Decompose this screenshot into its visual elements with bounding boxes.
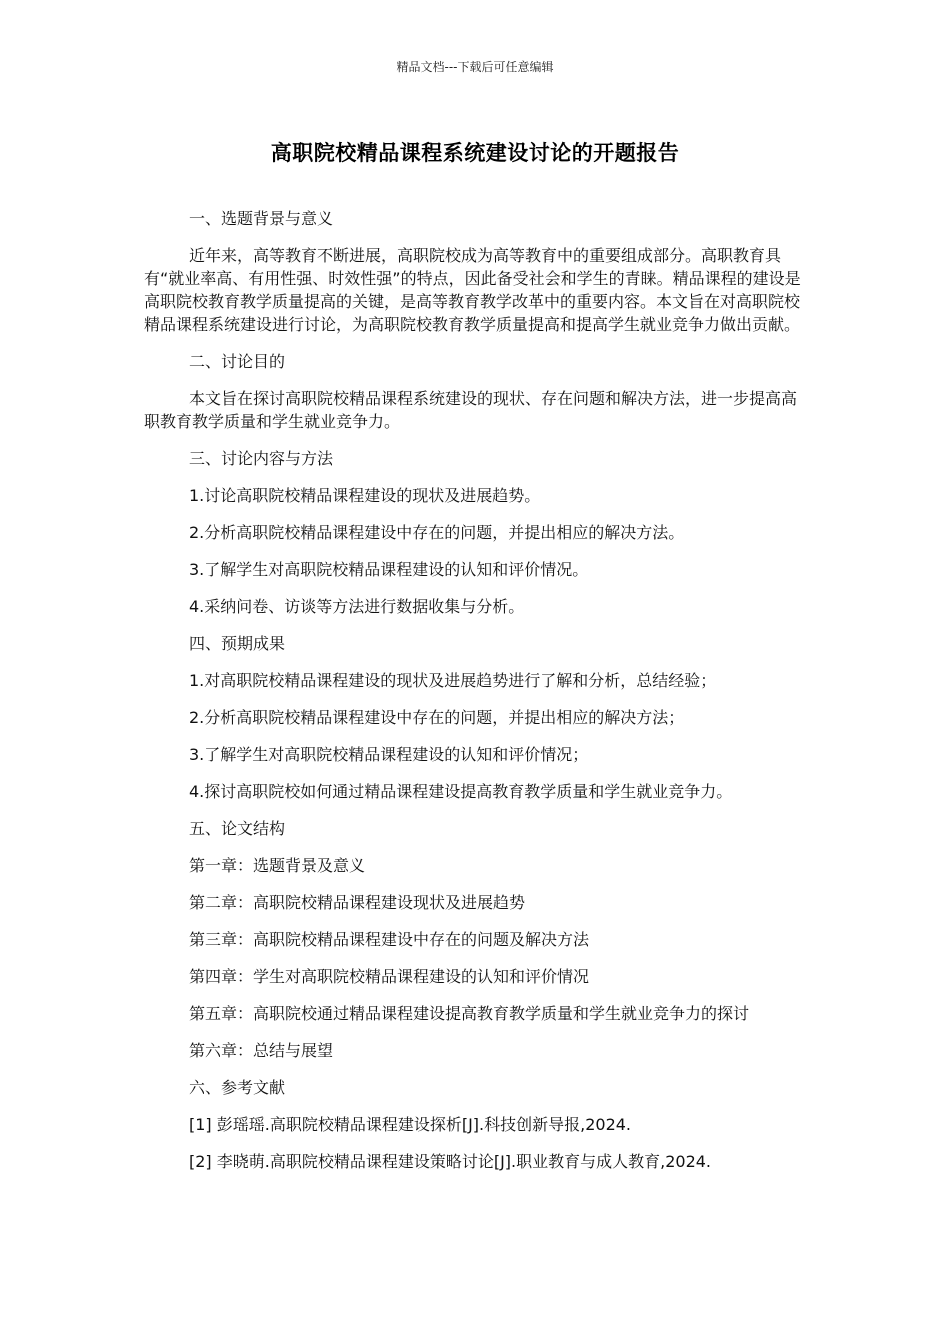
chapter-item: 第五章：高职院校通过精品课程建设提高教育教学质量和学生就业竞争力的探讨: [189, 1004, 750, 1023]
background-paragraph: 近年来，高等教育不断进展，高职院校成为高等教育中的重要组成部分。高职教育具有“就业率高、有用性强、时效性强”的特点，因此备受社会和学生的青睐。精品课程的建设是高职院校教育教学质量提高的关键，是高等教育教学改革中的重要内容。本文旨在对高职院校精品课程系统建设进行讨论，为高职院校教育教学质量提高和提高学生就业竞争力做出贡献。: [144, 246, 801, 334]
document-title: 高职院校精品课程系统建设讨论的开题报告: [270, 141, 680, 165]
section-title-structure: 五、论文结构: [189, 819, 286, 838]
content-method-item: 4.采纳问卷、访谈等方法进行数据收集与分析。: [189, 597, 525, 616]
section-title-references: 六、参考文献: [189, 1078, 286, 1097]
chapter-item: 第二章：高职院校精品课程建设现状及进展趋势: [189, 893, 526, 912]
section-title-expected-results: 四、预期成果: [189, 634, 286, 653]
reference-item: [1] 彭瑶瑶.高职院校精品课程建设探析[J].科技创新导报,2024.: [189, 1115, 632, 1134]
chapter-item: 第六章：总结与展望: [189, 1041, 334, 1060]
header-note: 精品文档---下载后可任意编辑: [396, 60, 554, 74]
content-method-item: 3.了解学生对高职院校精品课程建设的认知和评价情况。: [189, 560, 589, 579]
expected-result-item: 2.分析高职院校精品课程建设中存在的问题，并提出相应的解决方法；: [189, 708, 685, 727]
chapter-item: 第一章：选题背景及意义: [189, 856, 366, 875]
reference-item: [2] 李晓萌.高职院校精品课程建设策略讨论[J].职业教育与成人教育,2024.: [189, 1152, 712, 1171]
section-title-background: 一、选题背景与意义: [189, 209, 334, 228]
purpose-paragraph: 本文旨在探讨高职院校精品课程系统建设的现状、存在问题和解决方法，进一步提高高职教育教学质量和学生就业竞争力。: [144, 389, 798, 431]
chapter-item: 第三章：高职院校精品课程建设中存在的问题及解决方法: [189, 930, 590, 949]
section-title-content-method: 三、讨论内容与方法: [189, 449, 334, 468]
expected-result-item: 3.了解学生对高职院校精品课程建设的认知和评价情况；: [189, 745, 589, 764]
content-method-item: 1.讨论高职院校精品课程建设的现状及进展趋势。: [189, 486, 541, 505]
document-body: [144, 207, 806, 1187]
chapter-item: 第四章：学生对高职院校精品课程建设的认知和评价情况: [189, 967, 590, 986]
expected-result-item: 1.对高职院校精品课程建设的现状及进展趋势进行了解和分析，总结经验；: [189, 671, 717, 690]
expected-result-item: 4.探讨高职院校如何通过精品课程建设提高教育教学质量和学生就业竞争力。: [189, 782, 733, 801]
content-method-item: 2.分析高职院校精品课程建设中存在的问题，并提出相应的解决方法。: [189, 523, 685, 542]
section-title-purpose: 二、讨论目的: [189, 352, 286, 371]
